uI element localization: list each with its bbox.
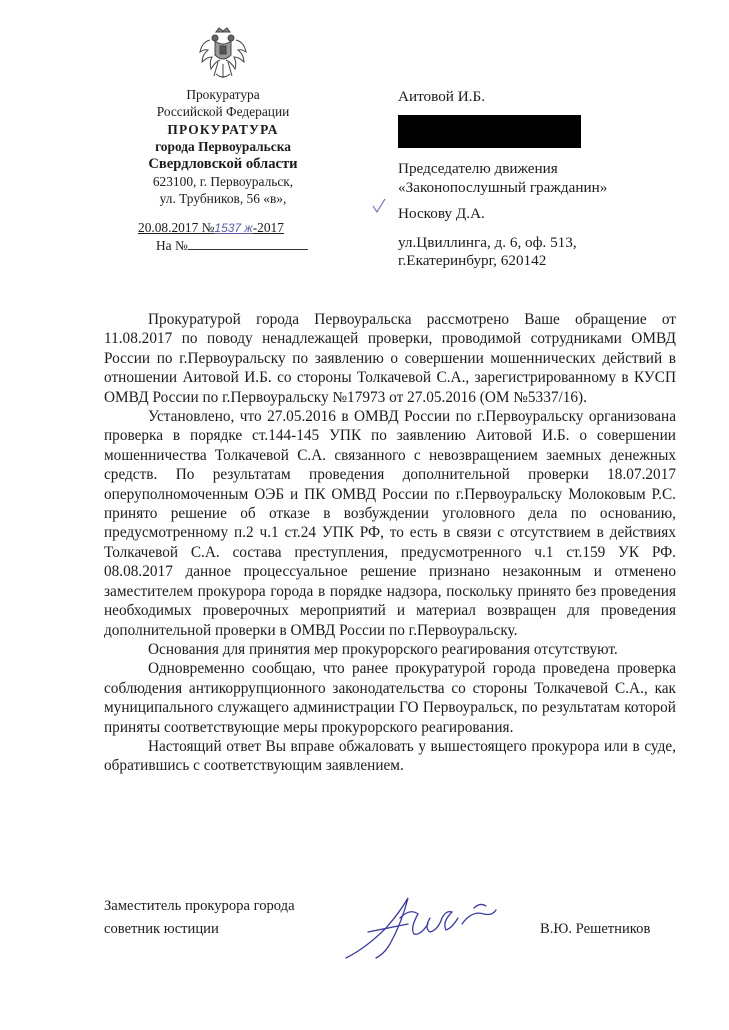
sender-line-3: ПРОКУРАТУРА bbox=[167, 121, 279, 137]
coat-of-arms-icon bbox=[198, 26, 248, 82]
signatory-name: В.Ю. Решетников bbox=[540, 921, 651, 937]
redacted-block bbox=[398, 115, 581, 148]
paragraph-3: Основания для принятия мер прокурорского реагирования отсутствуют. bbox=[148, 640, 618, 658]
sender-line-2: Российской Федерации bbox=[156, 104, 290, 120]
registration-number bbox=[138, 220, 284, 236]
recipient-1: Аитовой И.Б. bbox=[398, 88, 485, 105]
handwritten-signature bbox=[338, 888, 518, 968]
sender-block bbox=[118, 86, 328, 208]
reply-to-number bbox=[156, 238, 308, 254]
paragraph-2: Установлено, что 27.05.2016 в ОМВД России по г.Первоуральску организована проверка в порядке ст.144-145 УПК по заявлению Аитовой И.Б. о совершении мошенничества Толкачевой С.А. связанного с невозвращением заемных денежных средств. По результатам проведения дополнительной проверки 18.07.2017 оперуполномоченным ОЭБ и ПК ОМВД России по г.Первоуральску Молоковым Р.С. принято решение об отказе в возбуждении уголовного дела по основанию, предусмотренному п.2 ч.1 ст.24 УПК РФ, то есть в связи с отсутствием в действиях Толкачевой С.А. состава преступления, предусмотренного ч.1 ст.159 УК РФ. 08.08.2017 данное процессуальное решение признано незаконным и отменено заместителем прокурора города в порядке надзора, поскольку принято без проведения необходимых проверочных мероприятий и материал возвращен для проведения дополнительной проверки в ОМВД России по г.Первоуральску. bbox=[104, 408, 676, 639]
reply-to-blank bbox=[188, 238, 308, 250]
reply-to-label: На № bbox=[156, 238, 188, 253]
paragraph-4: Одновременно сообщаю, что ранее прокуратурой города проведена проверка соблюдения антикоррупционного законодательства со стороны Толкачевой С.А., как муниципального служащего администрации ГО Первоуральск, по результатам которой приняты соответствующие меры прокурорского реагирования. bbox=[104, 660, 676, 736]
check-mark-icon bbox=[372, 198, 386, 214]
recipient-address-line-2: г.Екатеринбург, 620142 bbox=[398, 252, 547, 269]
paragraph-5: Настоящий ответ Вы вправе обжаловать у вышестоящего прокурора или в суде, обратившись с соответствующим заявлением. bbox=[104, 737, 676, 775]
sender-line-1: Прокуратура bbox=[186, 87, 260, 102]
sender-line-7: ул. Трубников, 56 «в», bbox=[159, 191, 287, 207]
paragraph-1: Прокуратурой города Первоуральска рассмотрено Ваше обращение от 11.08.2017 по поводу ненадлежащей проверки, проводимой сотрудниками ОМВД России по г.Первоуральску по заявлению о совершении мошеннических действий в отношении Аитовой И.Б. со стороны Толкачевой С.А., зарегистрированному в КУСП ОМВД России по г.Первоуральску №17973 от 27.05.2016 (ОМ №5337/16). bbox=[104, 311, 676, 406]
letter-body bbox=[104, 310, 676, 776]
recipient-3: Носкову Д.А. bbox=[398, 205, 485, 222]
signatory-title-2: советник юстиции bbox=[104, 921, 219, 937]
recipient-2-line-1: Председателю движения bbox=[398, 160, 558, 177]
recipient-address-line-1: ул.Цвиллинга, д. 6, оф. 513, bbox=[398, 234, 577, 251]
sender-line-4: города Первоуральска bbox=[155, 139, 291, 155]
signatory-title-1: Заместитель прокурора города bbox=[104, 898, 295, 914]
registration-suffix: -2017 bbox=[252, 220, 284, 235]
registration-handwritten-number: 1537 ж bbox=[214, 221, 253, 235]
sender-line-5: Свердловской области bbox=[148, 155, 298, 172]
registration-date: 20.08.2017 № bbox=[138, 220, 215, 235]
recipient-2-line-2: «Законопослушный гражданин» bbox=[398, 179, 608, 196]
sender-line-6: 623100, г. Первоуральск, bbox=[152, 174, 294, 190]
